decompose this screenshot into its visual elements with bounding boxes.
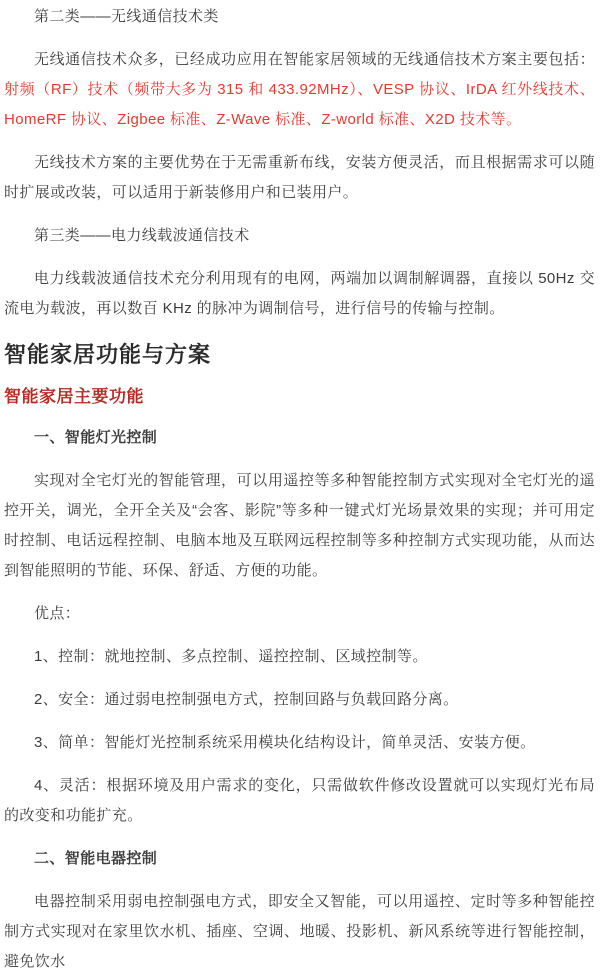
section2-heading: 第二类——无线通信技术类 xyxy=(34,8,219,25)
wireless-tech-list-highlight: 射频（RF）技术（频带大多为 315 和 433.92MHz）、VESP 协议、IrDA 红外线技术、HomeRF 协议、Zigbee 标准、Z-Wave 标准、Z-world 标准、X2D 技术等。 xyxy=(4,81,595,128)
function1-heading: 一、智能灯光控制 xyxy=(34,429,158,446)
advantage-item-3: 3、简单：智能灯光控制系统采用模块化结构设计，简单灵活、安装方便。 xyxy=(34,734,536,751)
wireless-tech-intro-text: 无线通信技术众多，已经成功应用在智能家居领域的无线通信技术方案主要包括： xyxy=(34,51,595,68)
advantage-item-1: 1、控制：就地控制、多点控制、遥控控制、区域控制等。 xyxy=(34,648,428,665)
section3-heading: 第三类——电力线载波通信技术 xyxy=(34,227,250,244)
powerline-paragraph: 电力线载波通信技术充分利用现有的电网，两端加以调制解调器，直接以 50Hz 交流电为载波，再以数百 KHz 的脉冲为调制信号，进行信号的传输与控制。 xyxy=(4,270,595,317)
function2-heading: 二、智能电器控制 xyxy=(34,850,158,867)
main-title: 智能家居功能与方案 xyxy=(4,342,212,367)
advantages-label: 优点： xyxy=(34,605,81,622)
wireless-tech-paragraph xyxy=(4,45,595,135)
sub-title: 智能家居主要功能 xyxy=(4,387,144,406)
advantage-item-4: 4、灵活：根据环境及用户需求的变化，只需做软件修改设置就可以实现灯光布局的改变和功能扩充。 xyxy=(4,777,595,824)
function1-paragraph: 实现对全宅灯光的智能管理，可以用遥控等多种智能控制方式实现对全宅灯光的遥控开关，调光，全开全关及“会客、影院”等多种一键式灯光场景效果的实现；并可用定时控制、电话远程控制、电脑本地及互联网远程控制等多种控制方式实现功能，从而达到智能照明的节能、环保、舒适、方便的功能。 xyxy=(4,472,595,579)
advantage-item-2: 2、安全：通过弱电控制强电方式，控制回路与负载回路分离。 xyxy=(34,691,459,708)
wireless-advantage-paragraph: 无线技术方案的主要优势在于无需重新布线，安装方便灵活，而且根据需求可以随时扩展或改装，可以适用于新装修用户和已装用户。 xyxy=(4,154,595,201)
function2-paragraph: 电器控制采用弱电控制强电方式，即安全又智能，可以用遥控、定时等多种智能控制方式实现对在家里饮水机、插座、空调、地暖、投影机、新风系统等进行智能控制，避免饮水 xyxy=(4,893,595,970)
